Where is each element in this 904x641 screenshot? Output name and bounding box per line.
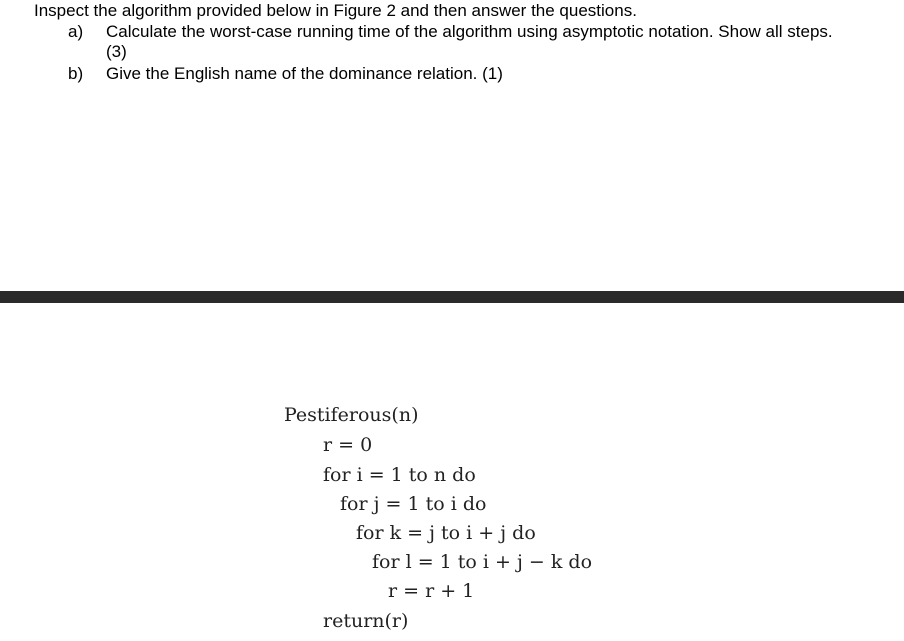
item-marker: a) <box>68 22 84 41</box>
algorithm-line: for l = 1 to i + j − k do <box>372 551 593 573</box>
algorithm-line: for i = 1 to n do <box>323 464 476 486</box>
algorithm-line: r = 0 <box>323 434 373 456</box>
question-intro: Inspect the algorithm provided below in Figure 2 and then answer the questions. <box>34 1 637 20</box>
item-marker: b) <box>68 64 84 83</box>
item-text: Calculate the worst-case running time of the algorithm using asymptotic notation. Show all steps. (3) <box>106 22 833 61</box>
algorithm-line: for j = 1 to i do <box>340 493 487 515</box>
algorithm-title: Pestiferous(n) <box>284 404 419 426</box>
algorithm-line: return(r) <box>323 610 409 632</box>
item-text: Give the English name of the dominance relation. (1) <box>106 64 503 83</box>
algorithm-line: for k = j to i + j do <box>356 522 536 544</box>
algorithm-line: r = r + 1 <box>388 580 475 602</box>
